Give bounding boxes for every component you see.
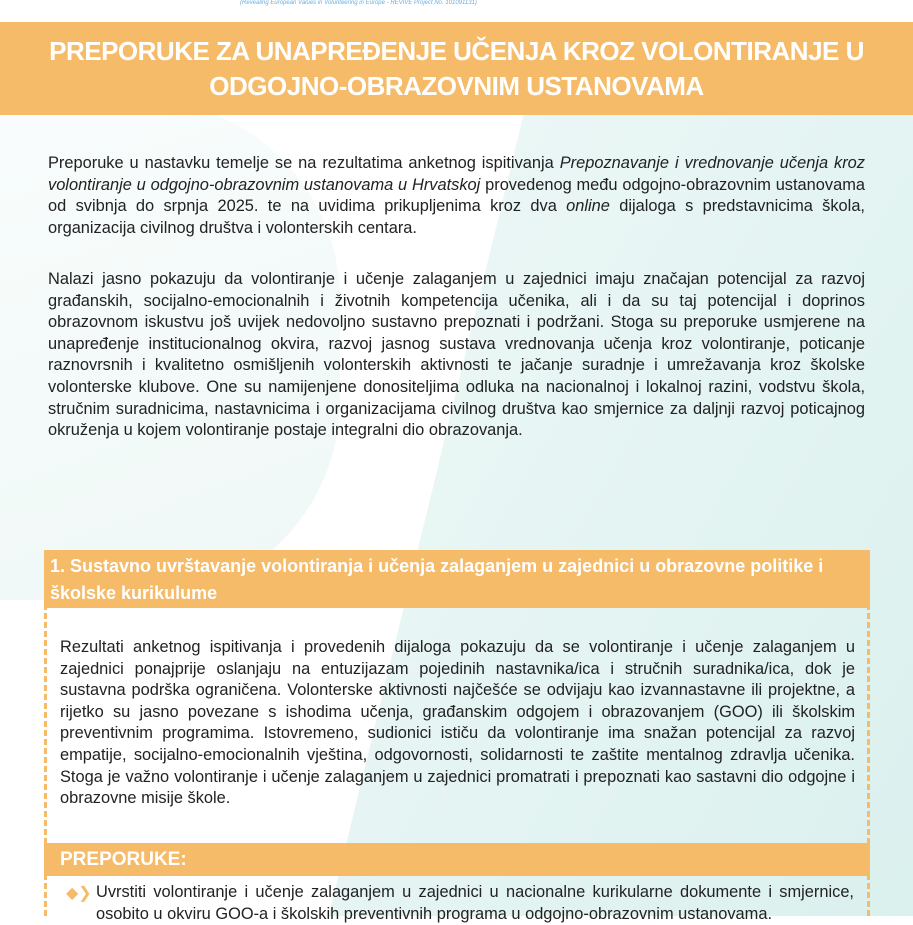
title-banner	[0, 22, 913, 115]
recommendations-heading: PREPORUKE:	[44, 843, 870, 876]
text: provedenog među odgojno-obrazovnim ustanovama od svibnja do srpnja 2025. te na uvidima prikupljenima kroz dva	[48, 175, 865, 216]
survey-title: Prepoznavanje i vrednovanje učenja kroz volontiranje u odgojno-obrazovnim ustanovama u Hrvatskoj	[48, 154, 865, 194]
intro-paragraph-2: Nalazi jasno pokazuju da volontiranje i učenje zalaganjem u zajednici imaju značajan potencijal za razvoj građanskih, socijalno-emocionalnih i životnih kompetencija učenika, ali i da su taj potencijal i doprinos obrazovnom iskustvu još uvijek nedovoljno sustavno prepoznati i podržani. Stoga su preporuke usmjerene na unapređenje institucionalnog okvira, razvoj jasnog sustava vrednovanja učenja kroz volontiranje, poticanje raznovrsnih i kvalitetno osmišljenih volonterskih aktivnosti te jačanje suradnje i umrežavanja kroz školske volonterske klubove. One su namijenjene donositeljima odluka na nacionalnoj i lokalnoj razini, vodstvu škola, stručnim suradnicima, nastavnicima i organizacijama civilnog društva kao smjernice za daljnji razvoj poticajnog okruženja u kojem volontiranje postaje integralni dio obrazovanja.	[48, 270, 865, 440]
page-title: PREPORUKE ZA UNAPREĐENJE UČENJA KROZ VOLONTIRANJE U ODGOJNO-OBRAZOVNIM USTANOVAMA	[49, 35, 864, 101]
recommendation-item: Uvrstiti volontiranje i učenje zalaganjem u zajednici u nacionalne kurikularne dokumente i smjernice, osobito u okviru GOO-a i školskih preventivnih programa u odgojno-obrazovnim ustanovama.	[96, 883, 854, 923]
intro-paragraph-1	[48, 153, 865, 239]
project-note: (Revealing European Values in Volunteering in Europe - REVIVE Project No. 101091131)	[240, 0, 477, 6]
emphasis: online	[566, 197, 610, 216]
diamond-bullet-icon: ◆❯	[66, 885, 92, 902]
top-strip	[0, 0, 913, 22]
section-title: 1. Sustavno uvrštavanje volontiranja i učenja zalaganjem u zajednici u obrazovne politike i školske kurikulume	[44, 550, 870, 608]
section-body: Rezultati anketnog ispitivanja i provedenih dijaloga pokazuju da se volontiranje i učenje zalaganjem u zajednici ponajprije oslanjaju na entuzijazam pojedinih nastavnika/ica i stručnih suradnika/ica, dok je sustavna podrška ograničena. Volonterske aktivnosti najčešće se odvijaju kao izvannastavne ili projektne, a rijetko su jasno povezane s ishodima učenja, građanskim odgojem i obrazovanjem (GOO) ili školskim preventivnim programima. Istovremeno, sudionici ističu da volontiranje ima snažan potencijal za razvoj empatije, socijalno-emocionalnih vještina, odgovornosti, solidarnosti te zaštite mentalnog zdravlja učenika. Stoga je važno volontiranje i učenje zalaganjem u zajednici promatrati i prepoznati kao sastavni dio odgojne i obrazovne misije škole.	[60, 638, 855, 808]
text: Preporuke u nastavku temelje se na rezultatima anketnog ispitivanja	[48, 154, 560, 172]
text: dijaloga s predstavnicima škola, organizacija civilnog društva i volonterskih centara.	[48, 197, 865, 237]
